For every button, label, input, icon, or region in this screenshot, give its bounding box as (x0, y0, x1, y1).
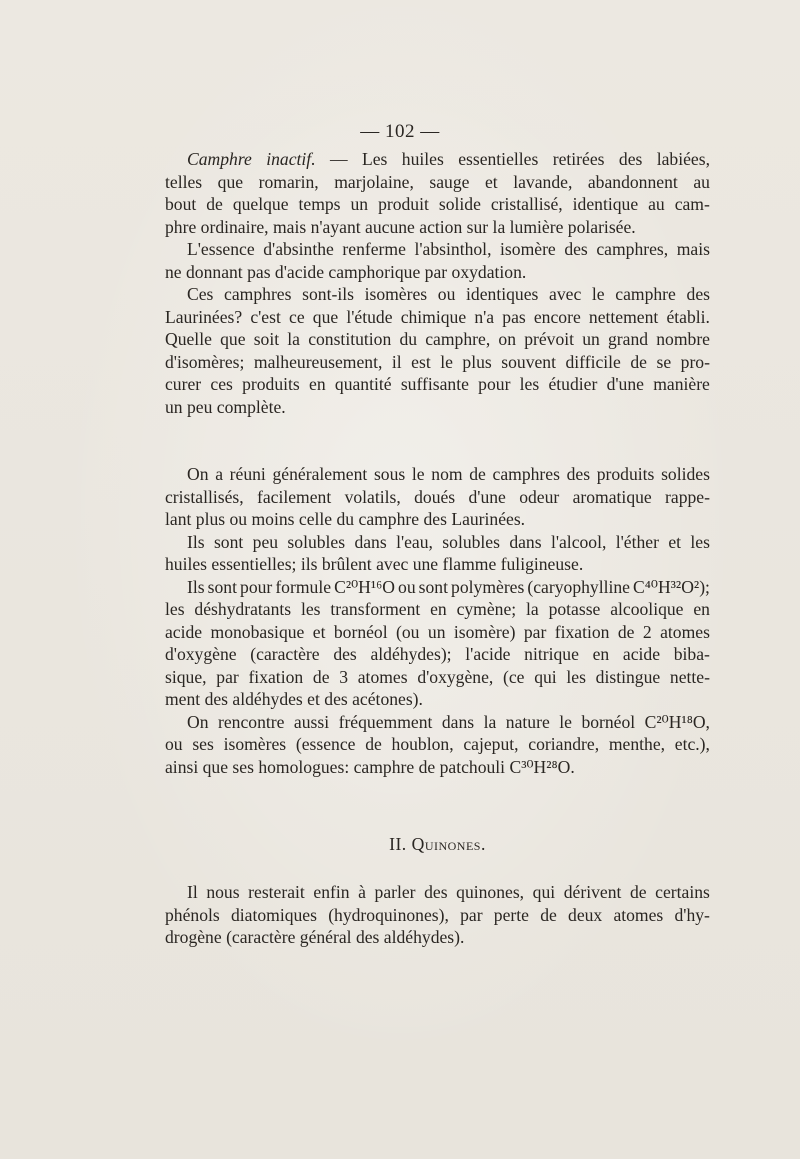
word: par (523, 621, 547, 642)
word: à (358, 882, 366, 902)
body-text-middle (165, 463, 710, 778)
word: ce (289, 306, 305, 327)
word: ses (192, 734, 214, 754)
word: Ils (187, 576, 205, 597)
word: sont (213, 531, 244, 552)
word: d'oxygène (165, 644, 237, 664)
word: par (216, 666, 239, 687)
word: pas (502, 306, 526, 327)
word: réuni (229, 464, 266, 484)
word: fréquemment (338, 711, 433, 732)
word: coriandre, (528, 734, 600, 754)
word: solide (438, 194, 481, 214)
text-line (165, 576, 710, 599)
word: que (312, 306, 339, 327)
word: ou (437, 284, 456, 304)
text-line (165, 486, 710, 509)
text-line (165, 756, 710, 779)
text-line-content: ment des aldéhydes et des acétones). (165, 689, 423, 709)
word: marjolaine, (334, 171, 414, 192)
word: sous (373, 464, 406, 484)
word: transforment (330, 599, 421, 619)
word: se (656, 351, 672, 372)
word: fixation (248, 666, 304, 687)
word: le (411, 464, 425, 484)
word: quinones, (456, 882, 525, 902)
word: rappe- (665, 486, 710, 507)
word: nitrique (524, 644, 579, 664)
word: Ces (187, 284, 214, 304)
text-line-content: un peu complète. (165, 396, 286, 417)
word: Quelle (165, 329, 212, 349)
word: a (215, 464, 223, 484)
word: soit (253, 329, 280, 349)
word: mais (676, 239, 710, 259)
word: pour (240, 576, 273, 597)
word: potasse (548, 599, 601, 619)
word: grand (608, 329, 649, 349)
word: d'une (468, 486, 506, 507)
word: encore (533, 306, 581, 327)
word: pro- (680, 351, 710, 372)
word: 3 (339, 666, 349, 687)
word: de (469, 464, 486, 484)
word: temps (298, 194, 341, 214)
word: deux (568, 904, 603, 925)
word: des (333, 644, 357, 664)
word: Les (361, 149, 388, 169)
word: nette- (669, 666, 710, 687)
word: en (430, 599, 447, 619)
word: établi. (666, 306, 710, 327)
word: ces (210, 374, 233, 394)
word: fixation (554, 621, 610, 642)
text-line-content (165, 373, 710, 396)
word: d'une (606, 374, 644, 394)
text-line (165, 881, 710, 904)
text-line (165, 711, 710, 734)
text-line (165, 531, 710, 554)
word: C²⁰H¹⁶O (334, 576, 395, 597)
word: formule (275, 576, 332, 597)
word: diatomiques (230, 904, 317, 925)
word: solides (661, 464, 710, 484)
text-line-content (187, 283, 710, 306)
text-line-content (187, 881, 710, 904)
word: produit (378, 194, 429, 214)
word: un (427, 621, 446, 642)
text-line (165, 598, 710, 621)
word: souvent (501, 351, 556, 372)
text-line-content (165, 621, 710, 644)
text-line (165, 351, 710, 374)
text-line (165, 148, 710, 171)
word: retirées (552, 149, 605, 169)
word: C⁴⁰H³²O²); (633, 576, 710, 597)
word: etc.), (674, 734, 710, 754)
word: avec (549, 284, 582, 304)
word: difficile (565, 351, 621, 372)
section-heading-block (165, 833, 710, 856)
word: cristallisés, (165, 486, 244, 507)
word: sont-ils (302, 284, 354, 304)
word: manière (653, 374, 710, 394)
text-line-content (165, 733, 710, 756)
text-line-content (165, 306, 710, 329)
word: volatils, (344, 486, 401, 507)
word: il (391, 351, 402, 372)
word: isomère) (453, 621, 516, 642)
text-line-content (165, 193, 710, 216)
word: romarin, (258, 171, 319, 192)
body-text-lower (165, 881, 710, 949)
word: (ou (396, 621, 420, 642)
word: les (300, 599, 321, 619)
text-line-content (165, 598, 710, 621)
word: camphres (492, 464, 560, 484)
text-line (165, 688, 710, 711)
text-line (165, 216, 710, 239)
text-line-content (165, 486, 710, 509)
text-line-content (165, 666, 710, 689)
word: les (165, 599, 185, 619)
text-line (165, 328, 710, 351)
section-heading-line (165, 833, 710, 856)
word: des (686, 284, 710, 304)
word: atomes (357, 666, 408, 687)
word: de (206, 194, 223, 214)
word: ou (165, 734, 183, 754)
word: bout (165, 194, 197, 214)
word: d'oxygène, (417, 666, 494, 687)
word: les (566, 666, 586, 687)
word: et (485, 171, 498, 192)
word: de (617, 621, 635, 642)
word: (caractère (250, 644, 320, 664)
word: malheureusement, (253, 351, 383, 372)
text-line (165, 463, 710, 486)
text-line-content: drogène (caractère général des aldéhydes). (165, 927, 465, 947)
word: des (618, 149, 643, 169)
word: (hydroquinones), (328, 904, 449, 925)
word: de (312, 666, 330, 687)
word: isomères (364, 284, 428, 304)
word: dans (441, 711, 475, 732)
word: perte (493, 904, 529, 925)
word: on (498, 329, 516, 349)
word: atomes (660, 621, 710, 642)
text-line-content (187, 576, 710, 599)
word: nous (206, 882, 240, 902)
word: l'éther (615, 531, 659, 552)
word: On (187, 464, 209, 484)
word: isomère (500, 239, 556, 259)
word: des (424, 882, 448, 902)
word: sont (418, 576, 448, 597)
text-line-content (165, 643, 710, 666)
word: (ce (503, 666, 525, 687)
word: l'eau, (396, 531, 433, 552)
word: camphre, (425, 329, 491, 349)
word: (caryophylline (527, 576, 630, 597)
word: la (526, 599, 539, 619)
text-line-content (187, 531, 710, 554)
word: du (399, 329, 418, 349)
word: nettement (588, 306, 659, 327)
word: le (591, 284, 605, 304)
word: parler (374, 882, 416, 902)
text-line-content: lant plus ou moins celle du camphre des Laurinées. (165, 509, 526, 529)
word: abandonnent (587, 171, 678, 192)
word: l'étude (346, 306, 393, 327)
word: pour (478, 374, 511, 394)
word: des (566, 464, 591, 484)
word: phénols (165, 904, 220, 925)
text-line-content (187, 463, 710, 486)
word: acide (622, 644, 661, 664)
word: quelque (232, 194, 289, 214)
word: biba- (673, 644, 710, 664)
word: (essence (295, 734, 356, 754)
word: identiques (466, 284, 539, 304)
word: C²⁰H¹⁸O, (644, 711, 710, 732)
word: sont (207, 576, 237, 597)
word: de (629, 882, 647, 902)
word: n'a (474, 306, 495, 327)
word: cajeput, (463, 734, 519, 754)
section-heading: II. Quinones. (389, 834, 486, 854)
word: un (350, 194, 369, 214)
word: des (564, 239, 588, 259)
word: Laurinées? (165, 306, 243, 327)
word: solubles (287, 531, 346, 552)
word: 2 (642, 621, 652, 642)
word: L'essence (187, 239, 255, 259)
text-line (165, 553, 710, 576)
word: identique (572, 194, 639, 214)
word: enfin (313, 882, 350, 902)
word: les (519, 374, 540, 394)
word: la (287, 329, 300, 349)
word: quantité (334, 374, 392, 394)
text-line (165, 373, 710, 396)
word: les (690, 531, 710, 552)
word: certains (655, 882, 710, 902)
word: nom (431, 464, 463, 484)
word: On (187, 711, 209, 732)
word: un (582, 329, 600, 349)
body-text-upper (165, 148, 710, 418)
word: est (411, 351, 431, 372)
word: et (668, 531, 682, 552)
word: dans (354, 531, 387, 552)
word: l'acide (465, 644, 511, 664)
word: aussi (293, 711, 330, 732)
word: étudier (548, 374, 598, 394)
word: en (592, 644, 610, 664)
text-line-content (187, 238, 710, 261)
word: — (329, 149, 348, 169)
word: menthe, (608, 734, 666, 754)
word: de (365, 734, 382, 754)
word: par (460, 904, 483, 925)
word: curer (165, 374, 202, 394)
word: en (693, 599, 710, 619)
word: au (693, 171, 710, 192)
word: de (540, 904, 557, 925)
word: cam- (674, 194, 710, 214)
word: aldéhydes); (370, 644, 452, 664)
word: plus (462, 351, 492, 372)
text-line (165, 193, 710, 216)
word: Ils (187, 531, 205, 552)
word: doués (414, 486, 456, 507)
word: lavande, (513, 171, 573, 192)
word: la (483, 711, 497, 732)
word: chimique (400, 306, 467, 327)
word: aromatique (572, 486, 652, 507)
word: facilement (257, 486, 332, 507)
text-line (165, 904, 710, 927)
word: le (440, 351, 453, 372)
word: que (220, 329, 246, 349)
text-line-content: phre ordinaire, mais n'ayant aucune action sur la lumière polarisée. (165, 216, 636, 237)
word: généralement (272, 464, 368, 484)
word: le (559, 711, 572, 732)
word: peu (252, 531, 279, 552)
word: d'hy- (674, 904, 710, 925)
word: monobasique (210, 621, 305, 642)
text-line-content (165, 904, 710, 927)
word: cristallisé, (490, 194, 563, 214)
text-line (165, 171, 710, 194)
word: bornéol (581, 711, 636, 732)
word: polymères (451, 576, 525, 597)
text-line-content: huiles essentielles; ils brûlent avec une flamme fuligineuse. (165, 554, 584, 574)
word: alcoolique (610, 599, 684, 619)
text-line (165, 508, 710, 531)
word: au (648, 194, 665, 214)
word: sauge (429, 171, 470, 192)
word: essentielles (458, 149, 539, 169)
word: constitution (308, 329, 392, 349)
word: solubles (442, 531, 500, 552)
word: odeur (519, 486, 560, 507)
text-line-content: ne donnant pas d'acide camphorique par oxydation. (165, 261, 527, 282)
word: déshydratants (194, 599, 292, 619)
word: atomes (613, 904, 664, 925)
text-line (165, 238, 710, 261)
word: labiées, (656, 149, 710, 169)
word: Camphre (187, 149, 252, 169)
word: houblon, (391, 734, 454, 754)
word: huiles (401, 149, 444, 169)
word: en (309, 374, 326, 394)
word: Il (187, 882, 198, 902)
word: nature (505, 711, 550, 732)
text-line-content (165, 351, 710, 374)
word: renferme (342, 239, 406, 259)
word: qui (534, 666, 557, 687)
word: suffisante (400, 374, 469, 394)
word: camphres, (596, 239, 669, 259)
word: inactif. (266, 149, 316, 169)
text-line (165, 733, 710, 756)
word: d'absinthe (263, 239, 334, 259)
page-number: — 102 — (360, 121, 440, 142)
word: nombre (656, 329, 710, 349)
word: dans (509, 531, 542, 552)
word: camphre (615, 284, 676, 304)
text-line (165, 621, 710, 644)
word: rencontre (218, 711, 285, 732)
word: resterait (248, 882, 305, 902)
word: acide (165, 621, 203, 642)
word: qui (532, 882, 556, 902)
word: sique, (165, 666, 207, 687)
word: et (312, 621, 326, 642)
word: ou (398, 576, 416, 597)
text-line (165, 306, 710, 329)
text-line-content: ainsi que ses homologues: camphre de patchouli C³⁰H²⁸O. (165, 756, 575, 777)
text-line-content (187, 148, 710, 171)
text-line (165, 926, 710, 949)
text-line (165, 396, 710, 419)
word: camphres (224, 284, 292, 304)
word: c'est (250, 306, 281, 327)
text-line-content (187, 711, 710, 734)
text-line (165, 261, 710, 284)
word: de (630, 351, 647, 372)
word: distingue (595, 666, 661, 687)
word: produits (596, 464, 655, 484)
word: telles (165, 171, 203, 192)
word: prévoit (524, 329, 575, 349)
word: cymène; (456, 599, 517, 619)
word: produits (242, 374, 300, 394)
word: l'absinthol, (414, 239, 492, 259)
text-line (165, 283, 710, 306)
word: l'alcool, (550, 531, 607, 552)
text-line-content (165, 328, 710, 351)
text-line (165, 643, 710, 666)
word: isomères (223, 734, 287, 754)
word: bornéol (333, 621, 388, 642)
text-line (165, 666, 710, 689)
word: dérivent (563, 882, 622, 902)
text-line-content (165, 171, 710, 194)
word: d'isomères; (165, 351, 245, 372)
word: que (217, 171, 244, 192)
